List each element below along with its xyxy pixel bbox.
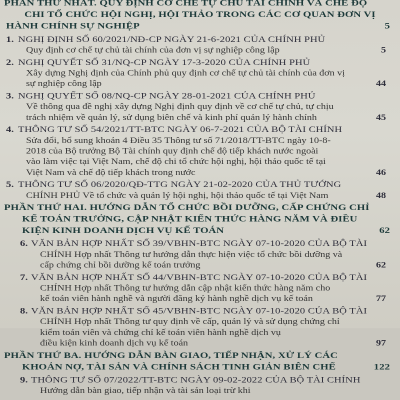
entry-description: trách nhiệm về quản lý, sử dụng biên chế và kinh phí quản lý hành chính xyxy=(26,113,317,123)
entry-description: điều kiện kinh doanh dịch vụ kế toán xyxy=(40,338,189,348)
entry-description: cấp chứng chỉ bồi dưỡng kế toán trưởng xyxy=(40,260,201,270)
entry-page-number: 97 xyxy=(376,338,386,348)
toc-entry[interactable] xyxy=(6,91,386,123)
entry-description: Sửa đổi, bổ sung khoản 4 Điều 35 Thông tư số 71/2018/TT-BTC ngày 10-8- xyxy=(26,136,331,146)
entry-description: 2018 của Bộ trưởng Bộ Tài chính quy định chế độ tiếp khách nước ngoài xyxy=(26,146,319,156)
part-one-heading xyxy=(4,0,396,33)
part-title-line: PHẦN THỨ HAI. HƯỚNG DẪN TỔ CHỨC BỒI DƯỠNG, CẤP CHỨNG CHỈ xyxy=(4,203,370,213)
entry-page-number: 48 xyxy=(376,191,386,201)
entry-number: 6. xyxy=(20,239,28,249)
entry-description: CHÍNH PHỦ Về tổ chức và quản lý hội nghị, hội thảo quốc tế tại Việt Nam xyxy=(26,191,329,201)
entry-number: 4. xyxy=(6,125,14,135)
part-title-line: KẾ TOÁN TRƯỞNG, CẬP NHẬT KIẾN THỨC HÀNG NĂM VÀ ĐIỀU xyxy=(22,214,358,225)
entry-heading xyxy=(6,34,386,45)
part-page-number: 62 xyxy=(379,226,390,236)
entry-page-number: 46 xyxy=(376,168,386,178)
entry-heading xyxy=(6,57,386,68)
part-page-number: 122 xyxy=(373,362,390,372)
entry-description: Về thông qua đề nghị xây dựng Nghị định quy định về cơ chế tự chủ, tự chịu xyxy=(26,102,334,112)
entry-title: VĂN BẢN HỢP NHẤT SỐ 39/VBHN-BTC NGÀY 07-10-2020 CỦA BỘ TÀI xyxy=(31,239,367,249)
entry-description: sự nghiệp công lập xyxy=(26,79,102,89)
entry-title: VĂN BẢN HỢP NHẤT SỐ 44/VBHN-BTC NGÀY 07-10-2020 CỦA BỘ TÀI xyxy=(31,273,367,283)
toc-entry[interactable] xyxy=(6,180,386,201)
entry-description: Xây dựng Nghị định của Chính phủ quy định cơ chế tự chủ tài chính của đơn vị xyxy=(26,68,345,78)
entry-title: THÔNG TƯ SỐ 54/2021/TT-BTC NGÀY 06-7-2021 CỦA BỘ TÀI CHÍNH xyxy=(18,125,343,135)
entry-number: 1. xyxy=(6,35,14,45)
entry-description: kế toán viên hành nghề và người đăng ký hành nghề dịch vụ kế toán xyxy=(40,294,313,304)
entry-number: 8. xyxy=(20,306,28,316)
entry-page-number: 5 xyxy=(381,45,386,55)
part-title-line: KHOẢN NỢ, TÀI SẢN VÀ CHÍNH SÁCH TINH GIẢN BIÊN CHẾ xyxy=(22,362,336,372)
entry-page-number: 45 xyxy=(376,113,386,123)
entry-page-number: 62 xyxy=(376,260,386,270)
entry-heading xyxy=(6,180,386,191)
toc-entry[interactable] xyxy=(6,34,386,55)
entry-heading xyxy=(6,91,386,102)
entry-title: NGHỊ QUYẾT SỐ 31/NQ-CP NGÀY 17-3-2020 CỦA CHÍNH PHỦ xyxy=(18,58,311,68)
entry-number: 5. xyxy=(6,180,14,190)
part-title-line: CHI TỔ CHỨC HỘI NGHỊ, HỘI THẢO TRONG CÁC CƠ QUAN ĐƠN VỊ xyxy=(24,10,376,20)
toc-entry[interactable] xyxy=(6,125,386,178)
entry-description: Hướng dẫn bàn giao, tiếp nhận và tài sản loại trừ khi xyxy=(40,386,251,396)
entry-page-number: 77 xyxy=(376,294,386,304)
entry-heading xyxy=(6,239,386,250)
part-page-number: 5 xyxy=(384,22,390,32)
entry-heading xyxy=(6,306,386,317)
entry-number: 9. xyxy=(20,375,28,385)
entry-number: 2. xyxy=(6,58,14,68)
entry-heading xyxy=(6,272,386,283)
toc-entry[interactable] xyxy=(6,272,386,304)
entry-title: NGHỊ ĐỊNH SỐ 60/2021/NĐ-CP NGÀY 21-6-2021 CỦA CHÍNH PHỦ xyxy=(18,35,326,45)
part-title-line: PHẦN THỨ BA. HƯỚNG DẪN BÀN GIAO, TIẾP NHẬN, XỬ LÝ CÁC xyxy=(4,351,338,361)
entry-heading xyxy=(6,375,386,386)
entry-page-number: 44 xyxy=(376,79,386,89)
entry-title: VĂN BẢN HỢP NHẤT SỐ 45/VBHN-BTC NGÀY 07-10-2020 CỦA BỘ TÀI xyxy=(31,306,367,316)
entry-description: Quy định cơ chế tự chủ tài chính của đơn vị sự nghiệp công lập xyxy=(26,45,280,55)
toc-entry[interactable] xyxy=(6,57,386,89)
part-title-line: PHẦN THỨ NHẤT. QUY ĐỊNH CƠ CHẾ TỰ CHỦ TÀI CHÍNH VÀ CHẾ ĐỘ xyxy=(4,0,368,9)
part-two-heading xyxy=(4,203,396,237)
entry-description: CHÍNH Hợp nhất Thông tư hướng dẫn cập nhật kiến thức hàng năm cho xyxy=(40,283,331,293)
entry-number: 7. xyxy=(20,273,28,283)
entry-heading xyxy=(6,125,386,136)
toc-entry[interactable] xyxy=(6,239,386,271)
entry-description: CHÍNH Hợp nhất Thông tư quy định về cấp, quản lý và sử dụng chứng chỉ xyxy=(40,317,340,327)
entry-description: kiểm toán viên và chứng chỉ kế toán viên hành nghề dịch vụ xyxy=(40,328,281,338)
entry-description: vào làm việc tại Việt Nam, chế độ chi tổ chức hội nghị, hội thảo quốc tế tại xyxy=(26,157,326,167)
entry-title: NGHỊ QUYẾT SỐ 08/NQ-CP NGÀY 28-01-2021 CỦA CHÍNH PHỦ xyxy=(18,91,316,101)
entry-description: CHÍNH Hợp nhất Thông tư hướng dẫn thực hiện việc tổ chức bồi dưỡng và xyxy=(40,250,343,260)
entry-number: 3. xyxy=(6,91,14,101)
part-title-line: HÀNH CHÍNH SỰ NGHIỆP xyxy=(6,22,140,32)
entry-title: THÔNG TƯ SỐ 06/2020/QĐ-TTG NGÀY 21-02-2020 CỦA THỦ TƯỚNG xyxy=(18,180,342,190)
toc-entry[interactable] xyxy=(6,306,386,349)
entry-title: THÔNG TƯ SỐ 07/2022/TT-BTC NGÀY 09-02-2022 CỦA BỘ TÀI CHÍNH xyxy=(31,375,361,385)
toc-entry[interactable] xyxy=(6,375,386,396)
entry-description: Việt Nam và chế độ tiếp khách trong nước xyxy=(26,168,196,178)
part-title-line: KIỆN KINH DOANH DỊCH VỤ KẾ TOÁN xyxy=(22,226,225,236)
part-three-heading xyxy=(4,350,396,373)
